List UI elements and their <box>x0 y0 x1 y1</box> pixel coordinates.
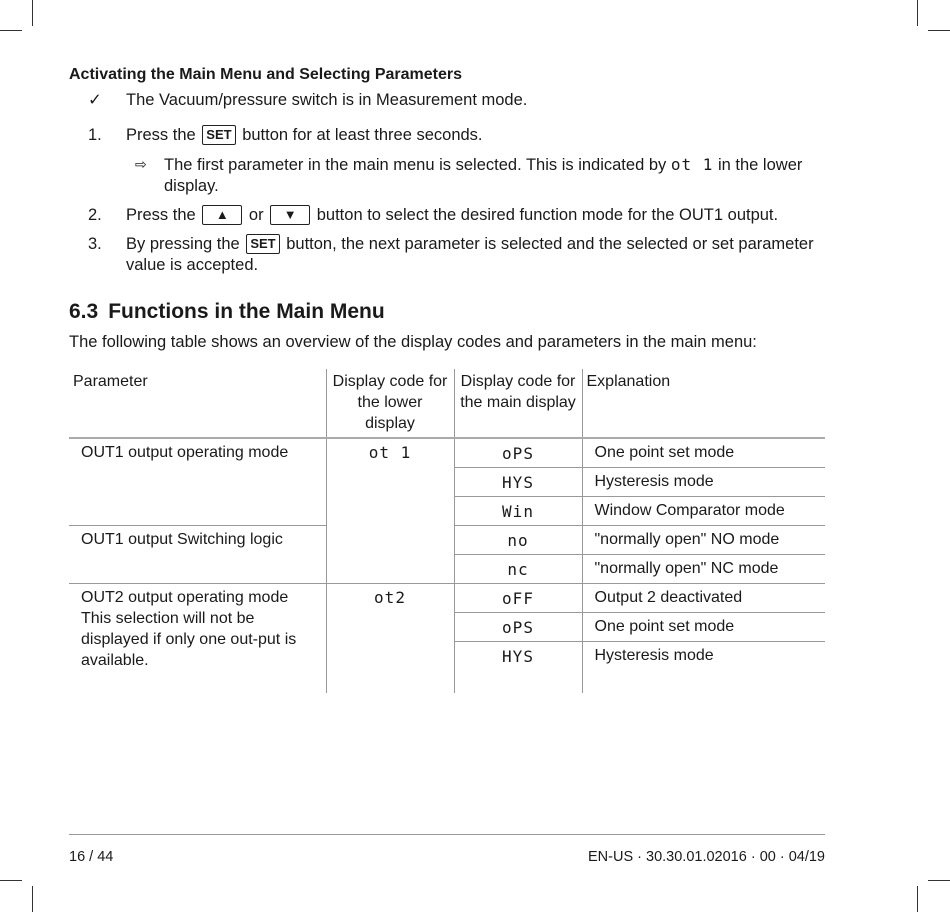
step-number: 1. <box>88 126 102 144</box>
step-3 <box>69 234 825 276</box>
main-code-cell: nc <box>454 555 582 584</box>
main-code-cell: HYS <box>454 642 582 694</box>
crop-mark <box>0 30 22 31</box>
step-text: button to select the desired function mode for the OUT1 output. <box>316 206 779 224</box>
page-content <box>69 66 825 693</box>
step-text: By pressing the <box>126 235 240 253</box>
step-number: 3. <box>88 235 102 253</box>
crop-mark <box>0 880 22 881</box>
crop-mark <box>928 880 950 881</box>
header-parameter: Parameter <box>69 369 326 438</box>
set-key-icon: SET <box>246 234 279 254</box>
table-row <box>69 438 825 468</box>
step-text: Press the <box>126 126 196 144</box>
down-key-icon: ▼ <box>270 205 310 225</box>
up-key-icon: ▲ <box>202 205 242 225</box>
explanation-cell: Output 2 deactivated <box>582 584 825 613</box>
explanation-cell: "normally open" NC mode <box>582 555 825 584</box>
document-id: EN-US · 30.30.01.02016 · 00 · 04/19 <box>588 849 825 865</box>
section-intro: The following table shows an overview of the display codes and parameters in the main menu: <box>69 333 757 351</box>
explanation-cell: Hysteresis mode <box>582 468 825 497</box>
result-arrow-icon: ⇨ <box>135 156 147 172</box>
step-2 <box>69 205 825 226</box>
main-menu-table <box>69 369 825 693</box>
main-code-cell: Win <box>454 497 582 526</box>
step-text: or <box>248 206 264 224</box>
page-footer <box>69 834 825 865</box>
section-number: 6.3 <box>69 300 99 323</box>
crop-mark <box>917 0 918 26</box>
precondition-item <box>69 90 825 111</box>
step-text: Press the <box>126 206 196 224</box>
header-lower-code: Display code for the lower display <box>326 369 454 438</box>
set-key-icon: SET <box>202 125 235 145</box>
result-text: The first parameter in the main menu is selected. This is indicated by <box>164 156 667 174</box>
main-code-cell: oFF <box>454 584 582 613</box>
step-text: button, the next parameter is selected and the selected or set parameter value is accepted. <box>126 235 814 274</box>
display-code: ot 1 <box>670 155 714 174</box>
lower-code-cell: ot 1 <box>326 438 454 584</box>
parameter-cell: OUT1 output Switching logic <box>69 526 326 584</box>
header-main-code: Display code for the main display <box>454 369 582 438</box>
main-code-cell: oPS <box>454 438 582 468</box>
parameter-cell: OUT1 output operating mode <box>69 438 326 526</box>
step-1 <box>69 125 825 146</box>
explanation-cell: Window Comparator mode <box>582 497 825 526</box>
table-row <box>69 584 825 613</box>
result-text: in the lower display. <box>164 156 803 195</box>
crop-mark <box>928 30 950 31</box>
sub-heading: Activating the Main Menu and Selecting Parameters <box>69 66 462 83</box>
section-title-text: Functions in the Main Menu <box>108 300 385 323</box>
header-explanation: Explanation <box>582 369 825 438</box>
explanation-cell: "normally open" NO mode <box>582 526 825 555</box>
main-code-cell: oPS <box>454 613 582 642</box>
check-icon: ✓ <box>88 91 102 109</box>
step-text: button for at least three seconds. <box>242 126 483 144</box>
section-title <box>69 300 825 324</box>
parameter-cell: OUT2 output operating mode This selection will not be displayed if only one out-put is available. <box>69 584 326 694</box>
crop-mark <box>917 886 918 912</box>
main-code-cell: no <box>454 526 582 555</box>
precondition-text: The Vacuum/pressure switch is in Measurement mode. <box>126 91 528 109</box>
step-1-result <box>69 154 825 197</box>
main-code-cell: HYS <box>454 468 582 497</box>
explanation-cell: One point set mode <box>582 613 825 642</box>
crop-mark <box>32 0 33 26</box>
page-number: 16 / 44 <box>69 849 114 865</box>
step-number: 2. <box>88 206 102 224</box>
table-header-row <box>69 369 825 438</box>
lower-code-cell: ot2 <box>326 584 454 694</box>
explanation-cell: Hysteresis mode <box>594 647 714 664</box>
explanation-cell: One point set mode <box>582 438 825 468</box>
crop-mark <box>32 886 33 912</box>
